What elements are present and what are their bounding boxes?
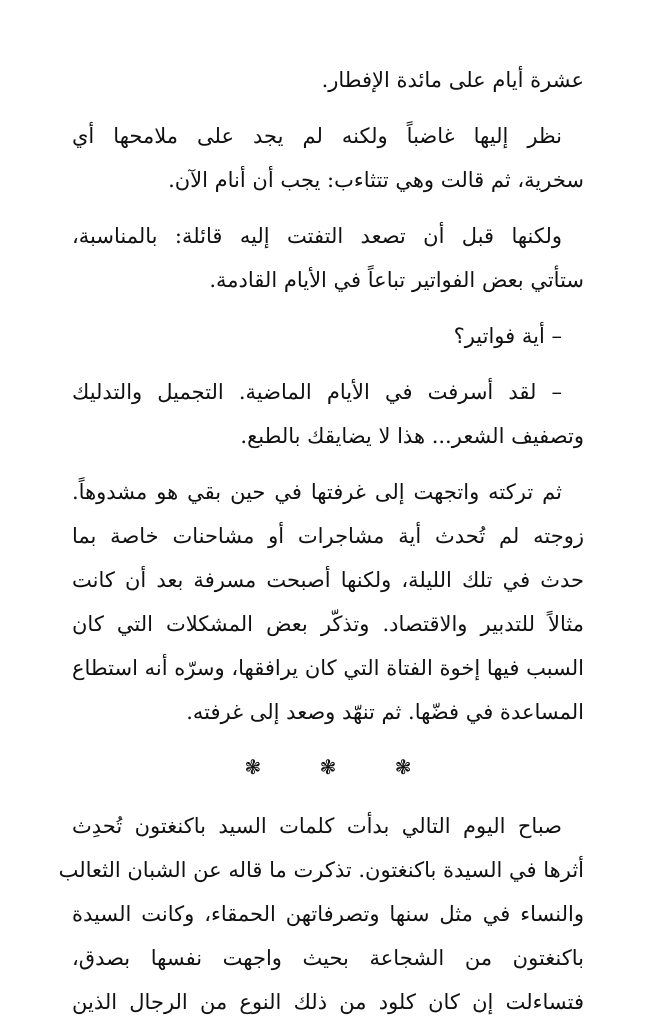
- paragraph-2-cont: [72, 158, 584, 202]
- paragraph-1: [72, 58, 584, 102]
- text-line: عشرة أيام على مائدة الإفطار.: [321, 68, 584, 92]
- text-line: صباح اليوم التالي بدأت كلمات السيد باكنغتون تُحدِث: [72, 814, 562, 838]
- text-line: والنساء في مثل سنها وتصرفاتهن الحمقاء، وكانت السيدة: [72, 902, 584, 926]
- text-line: فتساءلت إن كان كلود من ذلك النوع من الرجال الذين: [72, 990, 584, 1014]
- text-line: مثالاً للتدبير والاقتصاد. وتذكّر بعض المشكلات التي كان: [72, 612, 584, 636]
- paragraph-3-cont: [72, 258, 584, 302]
- text-line: أثرها في السيدة باكنغتون. تذكرت ما قاله عن الشبان الثعالب: [58, 858, 584, 882]
- paragraph-final-cont: [58, 848, 584, 1024]
- text-line: زوجته لم تُحدث أية مشاجرات أو مشاحنات خاصة بما: [72, 524, 584, 548]
- text-line: – لقد أسرفت في الأيام الماضية. التجميل والتدليك: [72, 380, 562, 404]
- dialogue-line-1: [72, 314, 584, 358]
- paragraph-2: [72, 114, 584, 158]
- text-line: وتصفيف الشعر... هذا لا يضايقك بالطبع.: [240, 424, 584, 448]
- text-line: السبب فيها إخوة الفتاة التي كان يرافقها، وسرّه أنه استطاع: [72, 656, 584, 680]
- text-line: ستأتي بعض الفواتير تباعاً في الأيام القادمة.: [209, 268, 584, 292]
- dialogue-line-2-cont: [72, 414, 584, 458]
- text-line: ولكنها قبل أن تصعد التفتت إليه قائلة: بالمناسبة،: [72, 224, 562, 248]
- paragraph-6-cont: [72, 514, 584, 734]
- text-line: – أية فواتير؟: [453, 324, 562, 348]
- section-separator: ❃ ❃ ❃: [244, 755, 438, 779]
- paragraph-6: [72, 470, 584, 514]
- paragraph-final: [72, 804, 584, 848]
- text-line: حدث في تلك الليلة، ولكنها أصبحت مسرفة بعد أن كانت: [72, 568, 584, 592]
- text-line: سخرية، ثم قالت وهي تتثاءب: يجب أن أنام الآن.: [168, 168, 584, 192]
- book-page: [58, 58, 584, 1036]
- paragraph-3: [72, 214, 584, 258]
- text-line: نظر إليها غاضباً ولكنه لم يجد على ملامحها أي: [72, 124, 562, 148]
- text-line: باكنغتون من الشجاعة بحيث واجهت نفسها بصدق،: [72, 946, 584, 970]
- text-line: المساعدة في فضّها. ثم تنهّد وصعد إلى غرفته.: [186, 700, 584, 724]
- text-line: ثم تركته واتجهت إلى غرفتها في حين بقي هو مشدوهاً.: [72, 480, 562, 504]
- dialogue-line-2: [72, 370, 584, 414]
